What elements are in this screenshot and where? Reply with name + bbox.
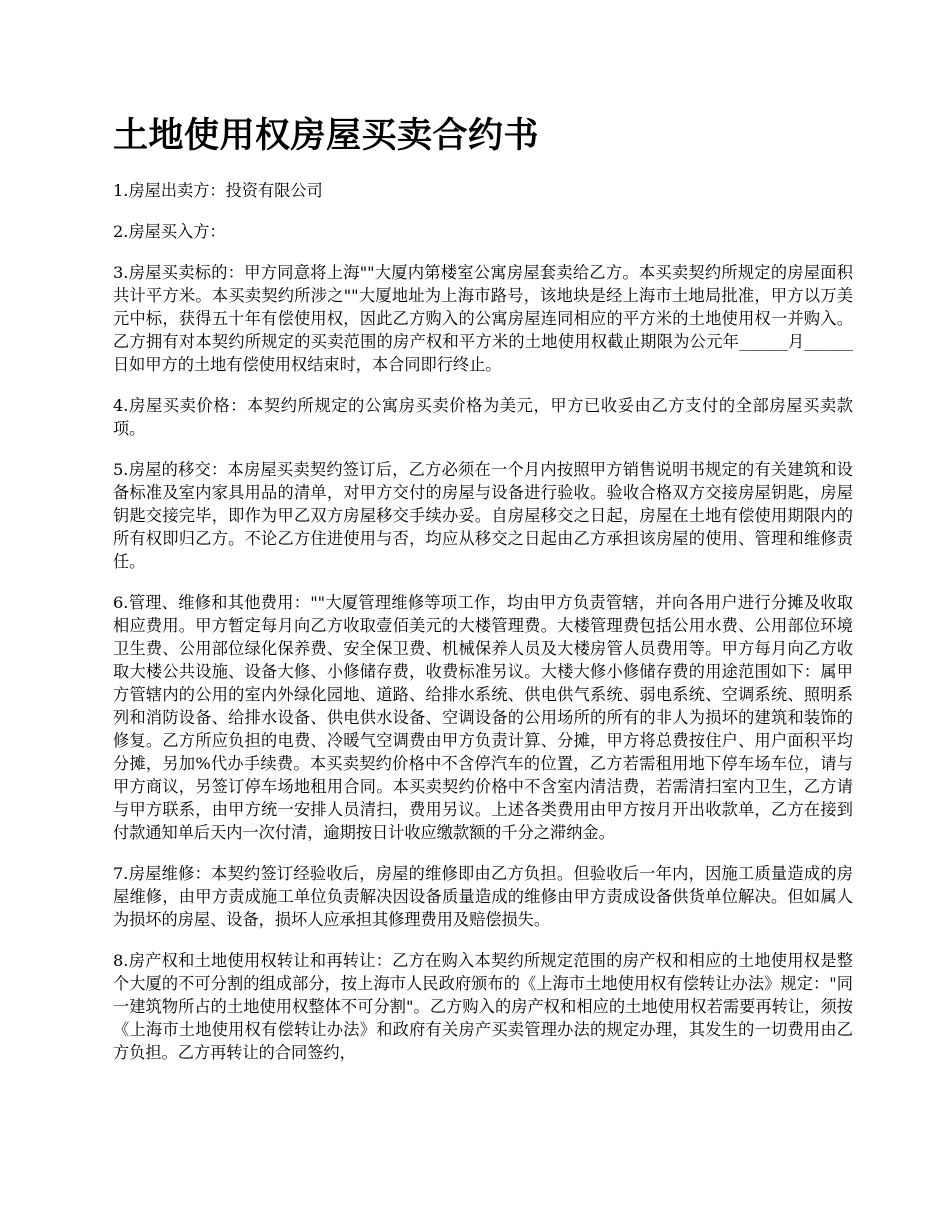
clause-buyer: 2.房屋买入方： [113,222,226,241]
clause-subject: 3.房屋买卖标的：甲方同意将上海""大厦内第楼室公寓房屋套卖给乙方。本买卖契约所规定的房屋面积共计平方米。本买卖契约所涉之""大厦地址为上海市路号，该地块是经上海市土地局批准，甲方以万美元中标，获得五十年有偿使用权，因此乙方购入的公寓房屋连同相应的平方米的土地使用权一并购入。乙方拥有对本契约所规定的买卖范围的房产权和平方米的土地使用权截止期限为公元年______月______日如甲方的土地有偿使用权结束时，本合同即行终止。 [113,263,853,374]
contract-document [113,112,853,1082]
clause-transfer: 8.房产权和土地使用权转让和再转让：乙方在购入本契约所规定范围的房产权和相应的土地使用权是整个大厦的不可分割的组成部分，按上海市人民政府颁布的《上海市土地使用权有偿转让办法》规定："同一建筑物所占的土地使用权整体不可分割"。乙方购入的房产权和相应的土地使用权若需要再转让，须按《上海市土地使用权有偿转让办法》和政府有关房产买卖管理办法的规定办理，其发生的一切费用由乙方负担。乙方再转让的合同签约， [113,951,853,1062]
document-title: 土地使用权房屋买卖合约书 [113,116,540,156]
clause-price: 4.房屋买卖价格：本契约所规定的公寓房买卖价格为美元，甲方已收妥由乙方支付的全部房屋买卖款项。 [113,396,853,438]
clause-seller: 1.房屋出卖方：投资有限公司 [113,181,323,200]
clause-management-fees: 6.管理、维修和其他费用：""大厦管理维修等项工作，均由甲方负责管辖，并向各用户进行分摊及收取相应费用。甲方暂定每月向乙方收取壹佰美元的大楼管理费。大楼管理费包括公用水费、公用部位环境卫生费、公用部位绿化保养费、安全保卫费、机械保养人员及大楼房管人员费用等。甲方每月向乙方收取大楼公共设施、设备大修、小修储存费，收费标准另议。大楼大修小修储存费的用途范围如下：属甲方管辖内的公用的室内外绿化园地、道路、给排水系统、供电供气系统、弱电系统、空调系统、照明系列和消防设备、给排水设备、供电供水设备、空调设备的公用场所的所有的非人为损坏的建筑和装饰的修复。乙方所应负担的电费、冷暖气空调费由甲方负责计算、分摊，甲方将总费按住户、用户面积平均分摊，另加%代办手续费。本买卖契约价格中不含停汽车的位置，乙方若需租用地下停车场车位，请与甲方商议，另签订停车场地租用合同。本买卖契约价格中不含室内清洁费，若需清扫室内卫生，乙方请与甲方联系，由甲方统一安排人员清扫，费用另议。上述各类费用由甲方按月开出收款单，乙方在接到付款通知单后天内一次付清，逾期按日计收应缴款额的千分之滞纳金。 [113,593,853,842]
clause-maintenance: 7.房屋维修：本契约签订经验收后，房屋的维修即由乙方负担。但验收后一年内，因施工质量造成的房屋维修，由甲方责成施工单位负责解决因设备质量造成的维修由甲方责成设备供货单位解决。但如属人为损坏的房屋、设备，损坏人应承担其修理费用及赔偿损失。 [113,864,853,929]
clause-handover: 5.房屋的移交：本房屋买卖契约签订后，乙方必须在一个月内按照甲方销售说明书规定的有关建筑和设备标准及室内家具用品的清单，对甲方交付的房屋与设备进行验收。验收合格双方交接房屋钥匙，房屋钥匙交接完毕，即作为甲乙双方房屋移交手续办妥。自房屋移交之日起，房屋在土地有偿使用期限内的所有权即归乙方。不论乙方住进使用与否，均应从移交之日起由乙方承担该房屋的使用、管理和维修责任。 [113,460,853,571]
